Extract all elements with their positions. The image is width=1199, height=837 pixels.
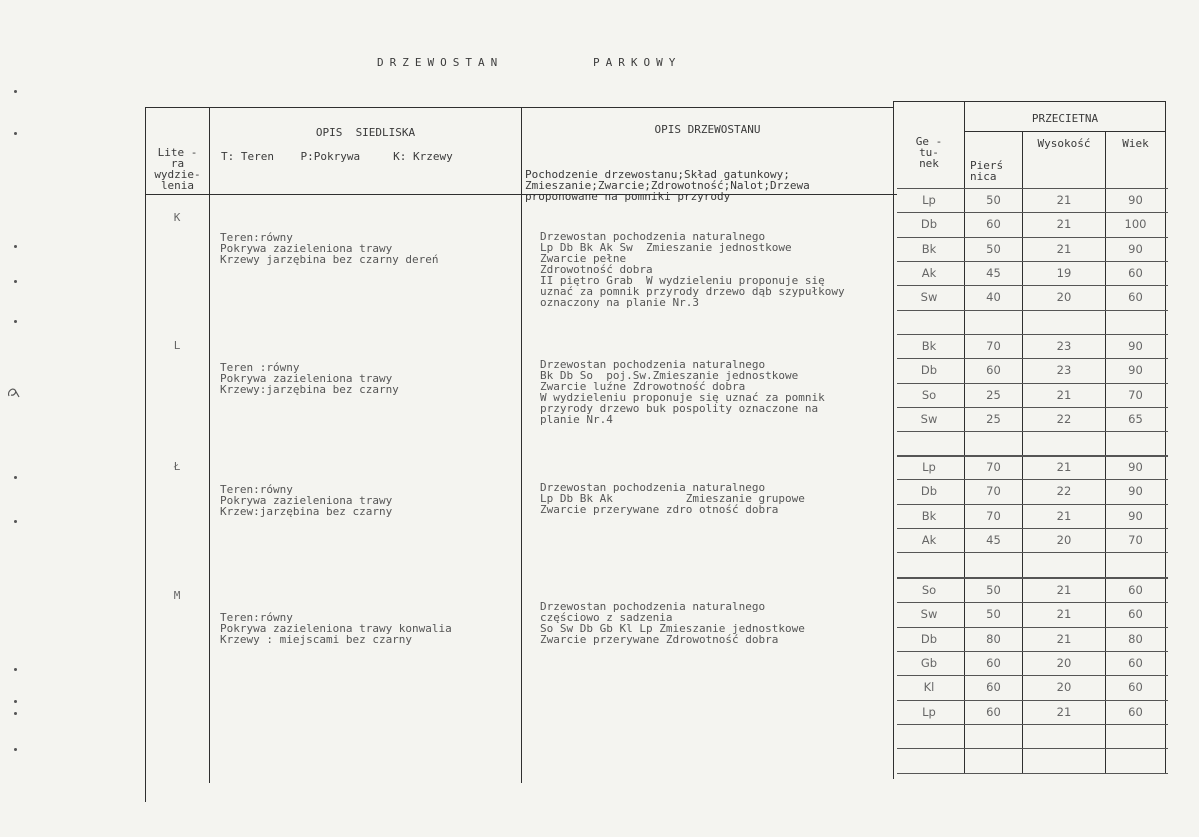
margin-scribble (6, 384, 22, 400)
cell-wysokosc: 20 (1056, 533, 1072, 547)
cell-wiek: 65 (1128, 412, 1143, 426)
header-siedlisko-sub: T: Teren P:Pokrywa K: Krzewy (221, 150, 453, 163)
cell-wiek: 90 (1128, 193, 1143, 207)
title-word-2: PARKOWY (593, 56, 682, 69)
cell-piersnica: 60 (986, 363, 1001, 377)
grid-row-line (897, 504, 1168, 505)
cell-piersnica: 70 (986, 460, 1001, 474)
header-siedlisko-title: OPIS SIEDLISKA (315, 126, 416, 139)
cell-piersnica: 50 (986, 193, 1001, 207)
grid-row-line (897, 383, 1168, 384)
grid-row-line (897, 552, 1168, 553)
cell-wysokosc: 21 (1056, 217, 1072, 231)
section-letter-k: K (173, 211, 181, 224)
title-word-1: DRZEWOSTAN (377, 56, 504, 69)
siedlisko-l-stroke: Teren:równy Pokrywa zazielenionа trawy Krzew:jarzębina bez czarny (220, 483, 393, 518)
margin-dot (14, 700, 17, 703)
cell-gatunek: Db (920, 632, 938, 646)
cell-wysokosc: 21 (1056, 388, 1072, 402)
drzewostan-l-stroke: Drzewostan pochodzenia naturalnego Lp Db Bk Ak Zmieszanie grupowe Zwarcie przerywane zdro otność dobra (540, 481, 805, 516)
section-letter-l-stroke: Ł (173, 460, 181, 473)
cell-wysokosc: 21 (1056, 705, 1072, 719)
cell-piersnica: 60 (986, 705, 1001, 719)
cell-piersnica: 70 (986, 484, 1001, 498)
cell-wysokosc: 21 (1056, 583, 1072, 597)
cell-wysokosc: 20 (1056, 656, 1072, 670)
siedlisko-m: Teren:równy Pokrywa zazielenionа trawy konwalia Krzewy : miejscami bez czarny (220, 611, 452, 646)
header-wiek: Wiek (1122, 137, 1149, 150)
grid-row-line (897, 773, 1168, 774)
cell-gatunek: Bk (921, 242, 937, 256)
cell-piersnica: 60 (986, 680, 1001, 694)
grid-row-line (897, 456, 1168, 457)
cell-gatunek: Gb (920, 656, 938, 670)
grid-row-line (897, 237, 1168, 238)
cell-gatunek: Bk (921, 339, 937, 353)
grid-row-line (897, 479, 1168, 480)
header-gatunek: Ge - tu- nek (915, 135, 943, 170)
cell-piersnica: 50 (986, 583, 1001, 597)
cell-piersnica: 80 (986, 632, 1001, 646)
cell-gatunek: Sw (920, 412, 938, 426)
cell-wysokosc: 21 (1056, 242, 1072, 256)
cell-gatunek: Db (920, 363, 938, 377)
right-border (1165, 101, 1166, 773)
cell-wysokosc: 21 (1056, 460, 1072, 474)
cell-gatunek: So (921, 388, 937, 402)
cell-gatunek: Sw (920, 290, 938, 304)
cell-wiek: 100 (1124, 217, 1147, 231)
cell-wiek: 60 (1128, 583, 1143, 597)
grid-row-line (897, 310, 1168, 311)
cell-wysokosc: 22 (1056, 412, 1072, 426)
grid-row-line (897, 578, 1168, 579)
cell-wiek: 60 (1128, 656, 1143, 670)
cell-wysokosc: 21 (1056, 509, 1072, 523)
cell-wiek: 70 (1128, 533, 1143, 547)
grid-row-line (897, 528, 1168, 529)
cell-wysokosc: 21 (1056, 607, 1072, 621)
cell-wiek: 60 (1128, 266, 1143, 280)
cell-wiek: 70 (1128, 388, 1143, 402)
margin-dot (14, 132, 17, 135)
margin-dot (14, 476, 17, 479)
cell-wiek: 90 (1128, 339, 1143, 353)
grid-row-line (897, 212, 1168, 213)
margin-dot (14, 280, 17, 283)
cell-wiek: 90 (1128, 363, 1143, 377)
header-przecietna: PRZECIETNA (1031, 112, 1099, 125)
cell-wiek: 90 (1128, 509, 1143, 523)
grid-row-line (897, 627, 1168, 628)
cell-wiek: 80 (1128, 632, 1143, 646)
cell-gatunek: Db (920, 217, 938, 231)
grid-row-line (897, 455, 1168, 456)
cell-piersnica: 40 (986, 290, 1001, 304)
grid-row-line (897, 358, 1168, 359)
table-top-border-right (893, 101, 1165, 102)
cell-wiek: 60 (1128, 680, 1143, 694)
grid-row-line (897, 675, 1168, 676)
cell-wiek: 90 (1128, 484, 1143, 498)
cell-piersnica: 25 (986, 412, 1001, 426)
cell-wysokosc: 20 (1056, 290, 1072, 304)
cell-piersnica: 70 (986, 509, 1001, 523)
margin-dot (14, 748, 17, 751)
cell-wysokosc: 23 (1056, 363, 1072, 377)
grid-row-line (897, 724, 1168, 725)
drzewostan-m: Drzewostan pochodzenia naturalnego częściowo z sadzenia So Sw Db Gb Kl Lp Zmieszanie jednostkowe Zwarcie przerywane Zdrowotność dobra (540, 600, 805, 646)
header-wysokosc: Wysokość (1037, 137, 1091, 150)
section-letter-m: M (173, 589, 181, 602)
cell-wysokosc: 20 (1056, 680, 1072, 694)
cell-piersnica: 45 (986, 533, 1001, 547)
col-divider-1 (209, 107, 210, 783)
section-letter-l: L (173, 339, 181, 352)
cell-gatunek: Sw (920, 607, 938, 621)
cell-gatunek: Kl (923, 680, 935, 694)
cell-gatunek: Db (920, 484, 938, 498)
cell-wiek: 60 (1128, 290, 1143, 304)
col-divider-2 (521, 107, 522, 783)
grid-row-line (897, 748, 1168, 749)
cell-piersnica: 60 (986, 656, 1001, 670)
cell-piersnica: 50 (986, 607, 1001, 621)
drzewostan-l: Drzewostan pochodzenia naturalnego Bk Db So poj.Sw.Zmieszanie jednostkowe Zwarcie luźne Zdrowotność dobra W wydzieleniu proponuje się uznać za pomnik przyrody drzewo buk pospolity oznaczone na planie Nr.4 (540, 358, 825, 426)
cell-piersnica: 60 (986, 217, 1001, 231)
table-top-border (145, 107, 893, 108)
cell-gatunek: Lp (922, 193, 936, 207)
cell-wysokosc: 23 (1056, 339, 1072, 353)
przecietna-underline (964, 131, 1165, 132)
cell-gatunek: Bk (921, 509, 937, 523)
cell-wiek: 60 (1128, 607, 1143, 621)
header-drzewostan-title: OPIS DRZEWOSTANU (654, 123, 761, 136)
grid-row-line (897, 261, 1168, 262)
cell-wiek: 90 (1128, 460, 1143, 474)
cell-wiek: 90 (1128, 242, 1143, 256)
cell-gatunek: Ak (921, 533, 937, 547)
cell-wysokosc: 22 (1056, 484, 1072, 498)
cell-piersnica: 50 (986, 242, 1001, 256)
cell-wysokosc: 21 (1056, 632, 1072, 646)
header-drzewostan-sub: Pochodzenie drzewostanu;Skład gatunkowy; Zmieszanie;Zwarcie;Zdrowotność;Nalot;Drzewa proponowane na pomniki przyrody (525, 168, 810, 203)
grid-row-line (897, 188, 1168, 189)
margin-dot (14, 520, 17, 523)
cell-piersnica: 25 (986, 388, 1001, 402)
margin-dot (14, 320, 17, 323)
header-litera: Lite - ra wydzie- lenia (154, 146, 201, 192)
cell-piersnica: 70 (986, 339, 1001, 353)
grid-row-line (897, 651, 1168, 652)
margin-dot (14, 90, 17, 93)
cell-gatunek: Lp (922, 460, 936, 474)
cell-wysokosc: 19 (1056, 266, 1072, 280)
drzewostan-k: Drzewostan pochodzenia naturalnego Lp Db Bk Ak Sw Zmieszanie jednostkowe Zwarcie pełne Zdrowotność dobra II piętro Grab W wydzieleniu proponuje się uznać za pomnik przyrody drzewo dąb szypułkowy oznaczony na planie Nr.3 (540, 230, 845, 309)
grid-row-line (897, 334, 1168, 335)
margin-dot (14, 245, 17, 248)
cell-wysokosc: 21 (1056, 193, 1072, 207)
siedlisko-l: Teren :równy Pokrywa zazielenionа trawy Krzewy:jarzębina bez czarny (220, 361, 399, 396)
cell-wiek: 60 (1128, 705, 1143, 719)
grid-row-line (897, 602, 1168, 603)
grid-row-line (897, 700, 1168, 701)
header-piersnica: Pierś nica (970, 159, 1004, 183)
margin-dot (14, 712, 17, 715)
grid-row-line (897, 285, 1168, 286)
cell-piersnica: 45 (986, 266, 1001, 280)
margin-dot (14, 668, 17, 671)
siedlisko-k: Teren:równy Pokrywa zazielenionа trawy Krzewy jarzębina bez czarny dereń (220, 231, 439, 266)
cell-gatunek: Lp (922, 705, 936, 719)
grid-row-line (897, 407, 1168, 408)
cell-gatunek: So (921, 583, 937, 597)
cell-gatunek: Ak (921, 266, 937, 280)
grid-row-line (897, 431, 1168, 432)
